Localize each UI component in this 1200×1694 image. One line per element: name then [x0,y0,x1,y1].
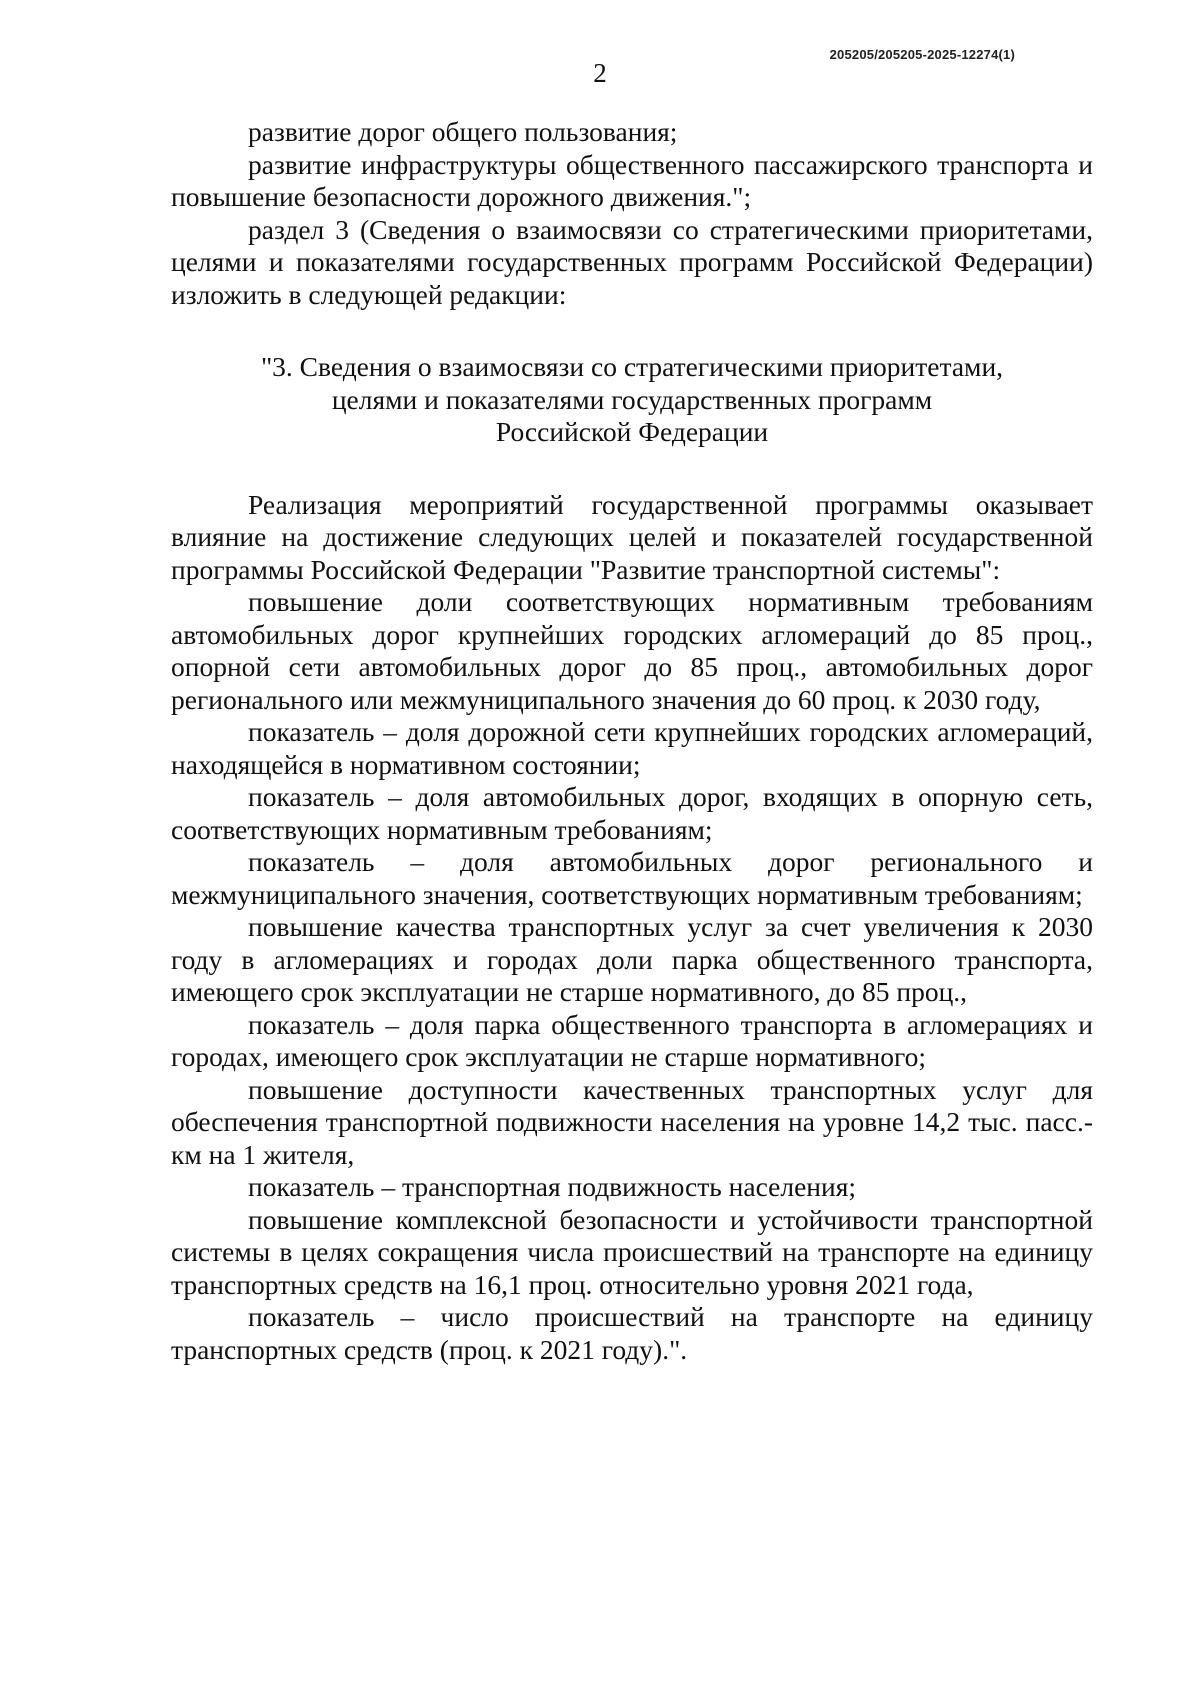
section-heading-line: Российской Федерации [495,416,769,447]
paragraph: раздел 3 (Сведения о взаимосвязи со стратегическими приоритетами, целями и показателями государственных программ Российской Федерации) изложить в следующей редакции: [171,213,1093,310]
paragraph: развитие дорог общего пользования; [248,116,678,147]
section-heading-line: "3. Сведения о взаимосвязи со стратегическими приоритетами, [260,351,1004,382]
paragraph: повышение доступности качественных транспортных услуг для обеспечения транспортной подвижности населения на уровне 14,2 тыс. пасс.-км на 1 жителя, [171,1073,1093,1170]
paragraph: показатель – доля дорожной сети крупнейших городских агломераций, находящейся в нормативном состоянии; [171,716,1093,780]
paragraph: Реализация мероприятий государственной программы оказывает влияние на достижение следующих целей и показателей государственной программы Российской Федерации "Развитие транспортной системы": [171,488,1093,585]
document-id: 205205/205205-2025-12274(1) [829,47,1015,62]
section-heading [171,351,1093,449]
page-number: 2 [593,58,607,88]
paragraph: показатель – доля автомобильных дорог регионального и межмуниципального значения, соответствующих нормативным требованиям; [171,846,1093,910]
paragraph: повышение доли соответствующих нормативным требованиям автомобильных дорог крупнейших городских агломераций до 85 проц., опорной сети автомобильных дорог до 85 проц., автомобильных дорог регионального или межмуниципального значения до 60 проц. к 2030 году, [171,586,1093,715]
paragraph: показатель – число происшествий на транспорте на единицу транспортных средств (проц. к 2021 году).". [171,1301,1093,1365]
paragraph: показатель – транспортная подвижность населения; [248,1171,856,1202]
document-body [171,116,1093,1366]
paragraph: показатель – доля автомобильных дорог, входящих в опорную сеть, соответствующих нормативным требованиям; [171,781,1093,845]
paragraph: показатель – доля парка общественного транспорта в агломерациях и городах, имеющего срок эксплуатации не старше нормативного; [171,1008,1093,1072]
section-heading-line: целями и показателями государственных программ [331,383,933,415]
paragraph: повышение качества транспортных услуг за счет увеличения к 2030 году в агломерациях и городах доли парка общественного транспорта, имеющего срок эксплуатации не старше нормативного, до 85 проц., [171,911,1093,1007]
paragraph: повышение комплексной безопасности и устойчивости транспортной системы в целях сокращения числа происшествий на транспорте на единицу транспортных средств на 16,1 проц. относительно уровня 2021 года, [171,1203,1093,1300]
paragraph: развитие инфраструктуры общественного пассажирского транспорта и повышение безопасности дорожного движения."; [171,148,1093,212]
